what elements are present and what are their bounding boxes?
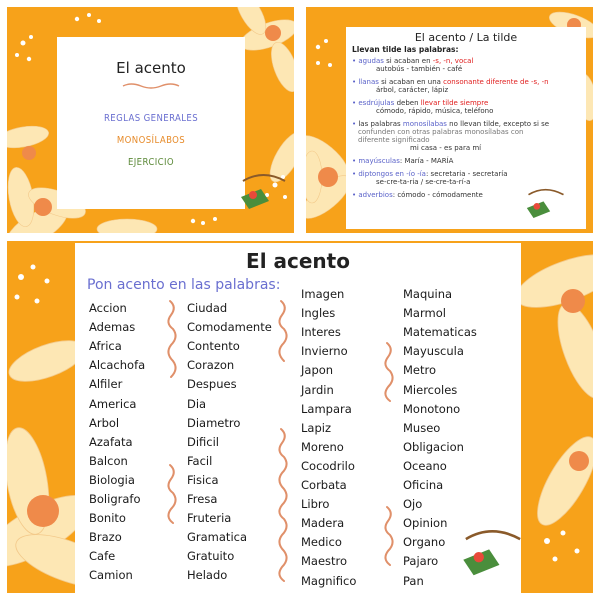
- rule-item: [352, 170, 582, 178]
- slide-title: El acento: [246, 249, 350, 273]
- menu-item-reglas[interactable]: REGLAS GENERALES: [103, 113, 199, 124]
- exercise-word: Cocodrilo: [301, 458, 355, 473]
- rule-text: : secretaria - secretaría: [425, 170, 508, 178]
- exercise-word: Museo: [403, 420, 441, 435]
- slide-rules: [306, 7, 593, 233]
- title-card: [57, 37, 245, 209]
- rule-text-continued: diferente significado: [358, 136, 430, 144]
- slide-exercise: [7, 241, 593, 593]
- bullet: •: [352, 120, 359, 128]
- exercise-word: Azafata: [89, 434, 133, 449]
- exercise-word: Balcon: [89, 453, 128, 468]
- rule-example: se-cre-ta-ria / se-cre-ta-rí-a: [376, 178, 471, 186]
- menu-item-ejercicio[interactable]: EJERCICIO: [127, 157, 175, 168]
- exercise-word: Imagen: [301, 287, 345, 301]
- exercise-word: Maquina: [403, 287, 453, 301]
- rule-example: mi casa - es para mí: [410, 144, 482, 152]
- rule-item: [352, 157, 582, 165]
- rule-text: deben: [394, 99, 421, 107]
- exercise-word: Matematicas: [403, 325, 477, 340]
- menu-item-monosilabos[interactable]: MONOSÍLABOS: [116, 135, 186, 146]
- exercise-word: Metro: [403, 363, 437, 378]
- slide-title-menu: [7, 7, 294, 233]
- exercise-word: Gratuito: [187, 549, 235, 564]
- rule-text: esdrújulas: [358, 99, 395, 107]
- rule-text-continued: confunden con otras palabras monosílabas con: [358, 128, 524, 136]
- exercise-word: Fruteria: [187, 511, 232, 526]
- exercise-word: Brazo: [89, 530, 122, 545]
- rule-item: [352, 57, 582, 65]
- exercise-word: Arbol: [89, 415, 120, 430]
- exercise-word: Ademas: [89, 320, 136, 335]
- exercise-word: Helado: [187, 568, 228, 583]
- exercise-word: Diametro: [187, 415, 241, 430]
- bullet: •: [352, 99, 359, 107]
- exercise-word: America: [89, 396, 137, 411]
- exercise-word: Contento: [187, 339, 240, 354]
- exercise-word: Corbata: [301, 478, 347, 492]
- rule-text: adverbios: [358, 191, 393, 199]
- exercise-word: Pajaro: [403, 554, 439, 569]
- exercise-word: Cafe: [89, 549, 116, 564]
- exercise-word: Comodamente: [187, 320, 272, 335]
- rule-text: si acaban en una: [378, 78, 444, 86]
- exercise-word: Madera: [301, 516, 345, 531]
- exercise-word: Bonito: [89, 511, 126, 526]
- exercise-word: Fresa: [187, 492, 218, 506]
- bullet: •: [352, 57, 359, 65]
- rule-example: autobús - también - café: [376, 65, 463, 73]
- exercise-word: Oceano: [403, 458, 447, 473]
- rule-text: diptongos en -ío -ía: [358, 170, 426, 178]
- exercise-word: Invierno: [301, 344, 348, 359]
- bullet: •: [352, 157, 359, 165]
- exercise-word: Alcachofa: [89, 358, 146, 373]
- rules-heading: Llevan tilde las palabras:: [352, 45, 459, 54]
- exercise-word: Pan: [403, 573, 424, 588]
- exercise-word: Dificil: [187, 434, 220, 449]
- exercise-word: Alfiler: [89, 377, 123, 392]
- exercise-word: Opinion: [403, 516, 448, 531]
- bullet: •: [352, 170, 359, 178]
- rule-example: cómodo, rápido, música, teléfono: [376, 107, 494, 115]
- exercise-word: Lampara: [301, 401, 352, 416]
- exercise-word: Africa: [89, 339, 122, 354]
- rule-text: : María - MARÍA: [399, 157, 454, 165]
- exercise-word: Ingles: [301, 306, 336, 321]
- exercise-word: Japon: [301, 363, 334, 378]
- rule-text: agudas: [358, 57, 384, 65]
- rule-text: mayúsculas: [358, 157, 400, 165]
- exercise-word: Maestro: [301, 554, 348, 569]
- exercise-word: Magnifico: [301, 573, 357, 588]
- exercise-word: Marmol: [403, 306, 446, 321]
- slide-title: El acento: [116, 59, 186, 77]
- rule-text: llevar tilde siempre: [420, 99, 489, 107]
- rule-item: [352, 99, 582, 107]
- exercise-word: Miercoles: [403, 382, 458, 397]
- exercise-prompt: Pon acento en las palabras:: [87, 277, 281, 293]
- bullet: •: [352, 78, 359, 86]
- exercise-word: Monotono: [403, 401, 461, 416]
- exercise-word: Obligacion: [403, 439, 464, 454]
- bacapunto-logo: [235, 167, 293, 215]
- exercise-word: Interes: [301, 325, 341, 340]
- rule-item: [352, 120, 582, 128]
- bacapunto-logo: [453, 521, 533, 583]
- rule-text: las palabras: [358, 120, 403, 128]
- bullet: •: [352, 191, 359, 199]
- rule-text: : cómodo - cómodamente: [392, 191, 483, 199]
- exercise-word: Despues: [187, 377, 237, 392]
- rule-text: no llevan tilde, excepto si se: [446, 120, 550, 128]
- exercise-word: Dia: [187, 396, 207, 411]
- bacapunto-logo: [520, 183, 572, 223]
- rule-text: -s, -n, vocal: [432, 57, 474, 65]
- exercise-word: Ciudad: [187, 301, 228, 315]
- rule-example: árbol, carácter, lápiz: [376, 86, 449, 94]
- exercise-word: Ojo: [403, 497, 423, 512]
- exercise-word: Organo: [403, 535, 446, 550]
- exercise-word: Moreno: [301, 439, 344, 454]
- exercise-word: Jardin: [301, 382, 334, 397]
- exercise-word: Oficina: [403, 478, 444, 492]
- exercise-word: Biologia: [89, 472, 135, 487]
- exercise-word: Medico: [301, 535, 342, 550]
- exercise-word: Corazon: [187, 358, 235, 373]
- rule-text: llanas: [358, 78, 379, 86]
- exercise-word: Lapiz: [301, 420, 331, 435]
- exercise-word: Fisica: [187, 472, 219, 487]
- rule-item: [352, 78, 582, 86]
- slide-title: El acento / La tilde: [414, 31, 518, 44]
- rule-text: si acaban en: [383, 57, 433, 65]
- rule-text: monosílabas: [402, 120, 447, 128]
- exercise-word: Boligrafo: [89, 492, 141, 506]
- decorative-divider: [121, 81, 181, 91]
- exercise-word: Camion: [89, 568, 133, 583]
- exercise-word: Facil: [187, 453, 213, 468]
- rule-text: consonante diferente de -s, -n: [443, 78, 549, 86]
- exercise-word: Gramatica: [187, 530, 248, 545]
- exercise-word: Libro: [301, 497, 330, 512]
- exercise-word: Mayuscula: [403, 344, 464, 359]
- exercise-word: Accion: [89, 301, 127, 315]
